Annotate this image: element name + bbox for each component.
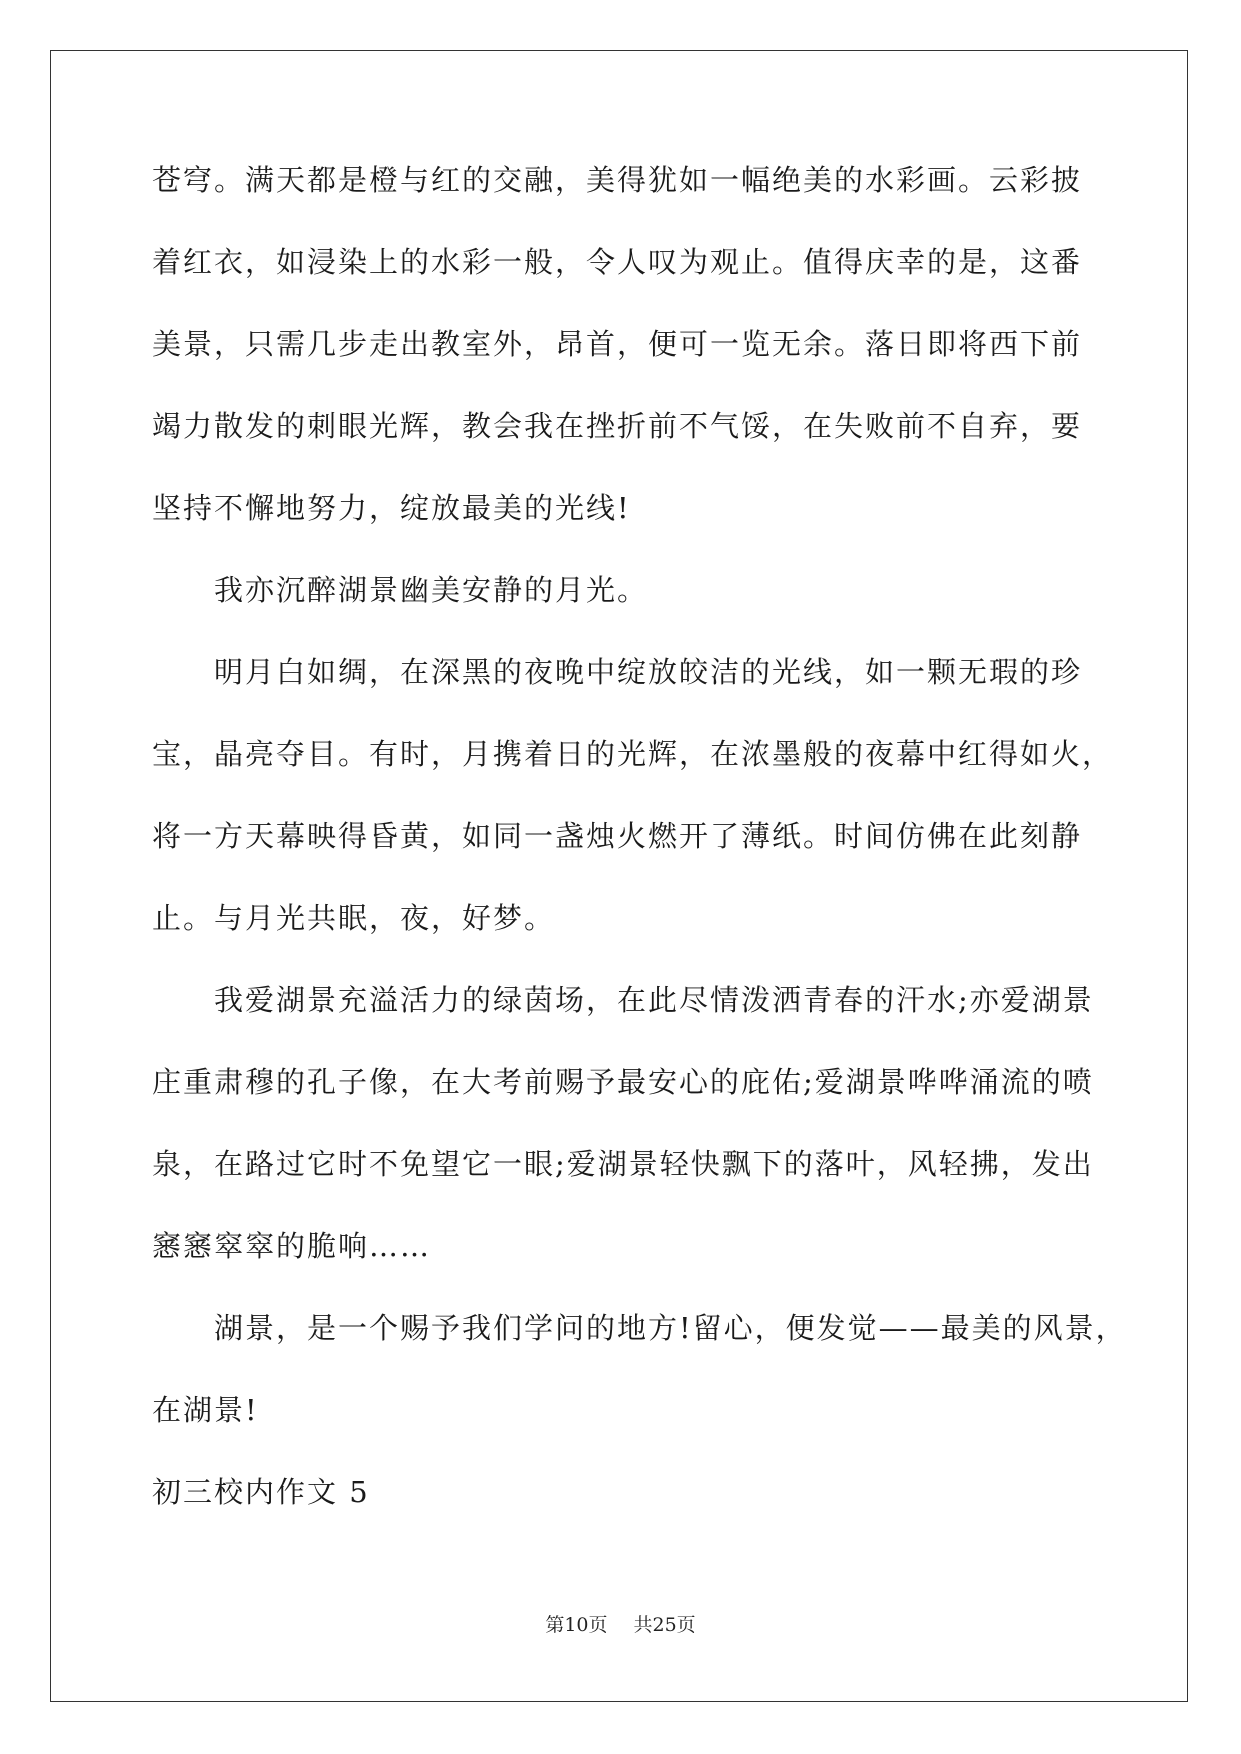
body-line: 宝，晶亮夺目。有时，月携着日的光辉，在浓墨般的夜幕中红得如火，	[152, 737, 1114, 771]
body-line: 庄重肃穆的孔子像，在大考前赐予最安心的庇佑;爱湖景哗哗涌流的喷	[152, 1065, 1094, 1099]
body-line: 止。与月光共眠，夜，好梦。	[152, 901, 556, 935]
body-line: 我亦沉醉湖景幽美安静的月光。	[214, 573, 649, 607]
body-line: 着红衣，如浸染上的水彩一般，令人叹为观止。值得庆幸的是，这番	[152, 245, 1083, 279]
body-line: 湖景，是一个赐予我们学问的地方!留心，便发觉——最美的风景，	[214, 1311, 1127, 1345]
body-line: 苍穹。满天都是橙与红的交融，美得犹如一幅绝美的水彩画。云彩披	[152, 163, 1083, 197]
body-line: 明月白如绸，在深黑的夜晚中绽放皎洁的光线，如一颗无瑕的珍	[214, 655, 1083, 689]
body-line: 窸窸窣窣的脆响……	[152, 1229, 432, 1263]
total-pages-label: 共25页	[633, 1614, 696, 1636]
section-heading: 初三校内作文 5	[152, 1475, 370, 1509]
body-line: 美景，只需几步走出教室外，昂首，便可一览无余。落日即将西下前	[152, 327, 1083, 361]
document-body	[152, 160, 1127, 1554]
body-line: 在湖景!	[152, 1393, 259, 1427]
body-line: 坚持不懈地努力，绽放最美的光线!	[152, 491, 631, 525]
page-footer	[0, 1610, 1241, 1637]
body-line: 竭力散发的刺眼光辉，教会我在挫折前不气馁，在失败前不自弃，要	[152, 409, 1083, 443]
body-line: 我爱湖景充溢活力的绿茵场，在此尽情泼洒青春的汗水;亦爱湖景	[214, 983, 1094, 1017]
current-page-label: 第10页	[545, 1614, 608, 1636]
body-line: 将一方天幕映得昏黄，如同一盏烛火燃开了薄纸。时间仿佛在此刻静	[152, 819, 1083, 853]
body-line: 泉，在路过它时不免望它一眼;爱湖景轻快飘下的落叶，风轻拂，发出	[152, 1147, 1094, 1181]
